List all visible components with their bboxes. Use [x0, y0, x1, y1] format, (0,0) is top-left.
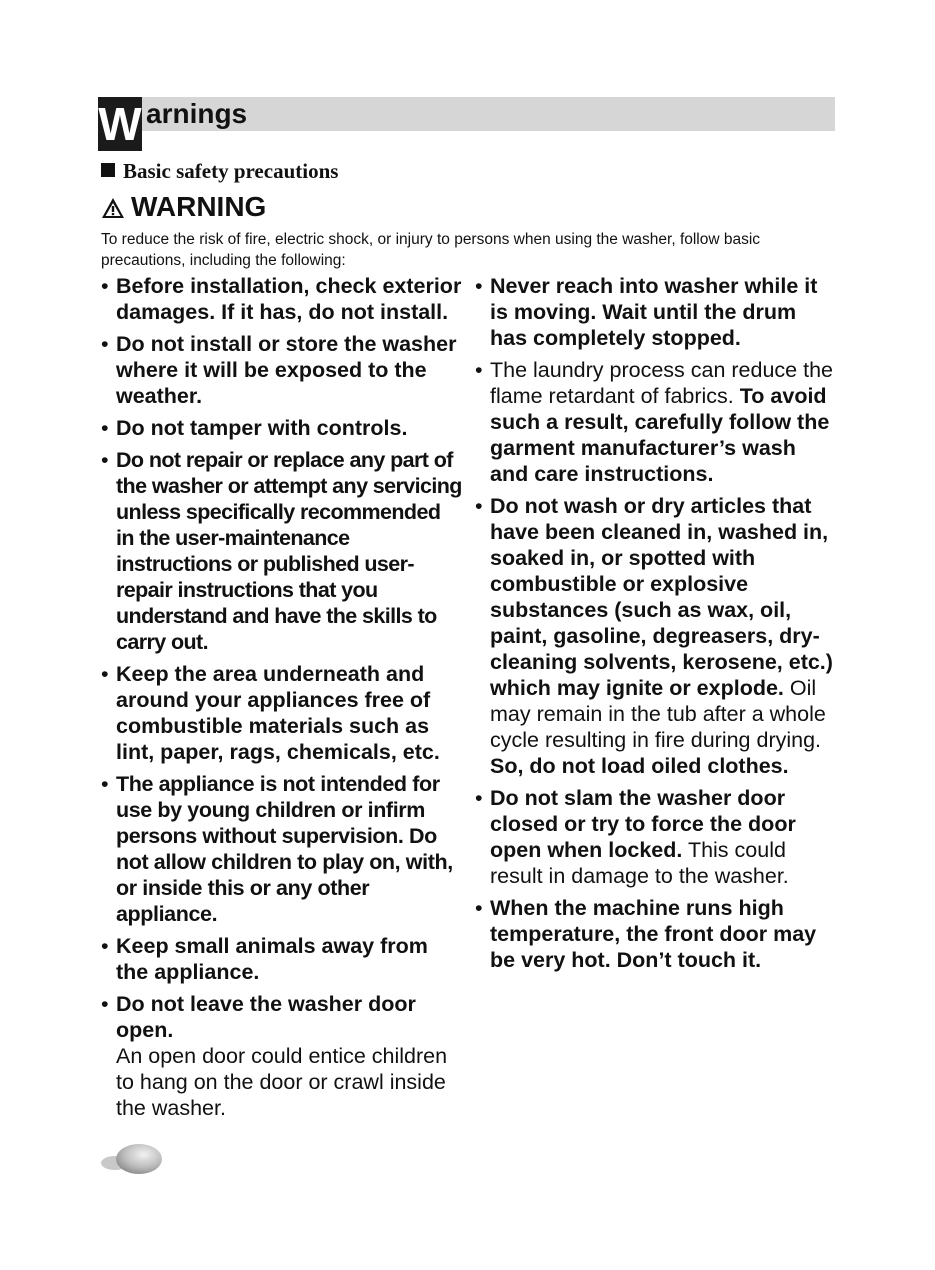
square-bullet-icon — [101, 163, 115, 177]
bullet: • — [475, 494, 483, 518]
page-tab-graphic — [99, 1143, 163, 1175]
list-item — [101, 991, 463, 1121]
item-bold-text: Do not leave the washer door open. — [116, 992, 416, 1042]
bullet: • — [101, 332, 109, 356]
list-item — [475, 357, 837, 487]
item-normal-text: Oil may remain in the tub after a whole cycle resulting in fire during drying. — [490, 676, 826, 752]
bullet: • — [101, 662, 109, 686]
section-title — [101, 158, 338, 184]
header-initial: W — [98, 98, 142, 150]
item-bold-text: When the machine runs high temperature, the front door may be very hot. Don’t touch it. — [490, 896, 817, 972]
bullet: • — [101, 992, 109, 1016]
list-item — [475, 493, 837, 779]
item-normal-text: An open door could entice children to hang on the door or crawl inside the washer. — [116, 1044, 448, 1120]
bullet: • — [101, 772, 109, 796]
item-bold-text: So, do not load oiled clothes. — [490, 754, 789, 778]
list-item — [101, 273, 463, 325]
bullet: • — [475, 786, 483, 810]
list-item — [101, 447, 463, 655]
item-bold-text: Do not tamper with controls. — [116, 416, 408, 440]
bullet: • — [101, 934, 109, 958]
left-column — [101, 273, 463, 1127]
item-bold-text: The appliance is not intended for use by young children or infirm persons without supervision. Do not allow children to play on, with, or inside this or any other appliance. — [116, 772, 453, 926]
list-item — [475, 895, 837, 973]
bullet: • — [101, 448, 108, 472]
bullet: • — [101, 274, 109, 298]
bullet: • — [101, 416, 109, 440]
item-bold-text: Do not slam the washer door closed or try to force the door open when locked. — [490, 786, 796, 862]
item-bold-text: Never reach into washer while it is moving. Wait until the drum has completely stopped. — [490, 274, 818, 350]
list-item — [101, 331, 463, 409]
list-item — [101, 415, 463, 441]
list-item — [101, 661, 463, 765]
item-bold-text: Do not wash or dry articles that have been cleaned in, washed in, soaked in, or spotted with combustible or explosive substances (such as wax, oil, paint, gasoline, degreasers, dry-cleaning solvents, kerosene, etc.) which may ignite or explode. — [490, 494, 833, 700]
bullet: • — [475, 274, 483, 298]
bullet: • — [475, 896, 483, 920]
page-title: arnings — [146, 98, 248, 129]
bullet: • — [475, 358, 483, 382]
list-item — [101, 933, 463, 985]
intro-text: To reduce the risk of fire, electric shock, or injury to persons when using the washer, follow basic precautions, including the following: — [101, 231, 761, 269]
warning-heading — [101, 191, 266, 223]
item-bold-text: Do not repair or replace any part of the washer or attempt any servicing unless specifically recommended in the user-maintenance instructions or published user-repair instructions that you understand and have the skills to carry out. — [116, 448, 462, 654]
list-item — [101, 771, 463, 927]
warning-triangle-icon — [101, 197, 125, 219]
list-item — [475, 273, 837, 351]
item-normal-text: The laundry process can reduce the flame retardant of fabrics. — [490, 358, 834, 408]
item-bold-text: Keep the area underneath and around your appliances free of combustible materials such as lint, paper, rags, chemicals, etc. — [116, 662, 440, 764]
list-item — [475, 785, 837, 889]
right-column — [475, 273, 837, 979]
section-title-text: Basic safety precautions — [123, 159, 339, 183]
item-bold-text: To avoid such a result, carefully follow the garment manufacturer’s wash and care instructions. — [490, 384, 830, 486]
item-bold-text: Before installation, check exterior damages. If it has, do not install. — [116, 274, 462, 324]
item-bold-text: Do not install or store the washer where it will be exposed to the weather. — [116, 332, 457, 408]
item-normal-text: This could result in damage to the washer. — [490, 838, 789, 888]
item-bold-text: Keep small animals away from the appliance. — [116, 934, 428, 984]
warning-label: WARNING — [131, 191, 267, 222]
